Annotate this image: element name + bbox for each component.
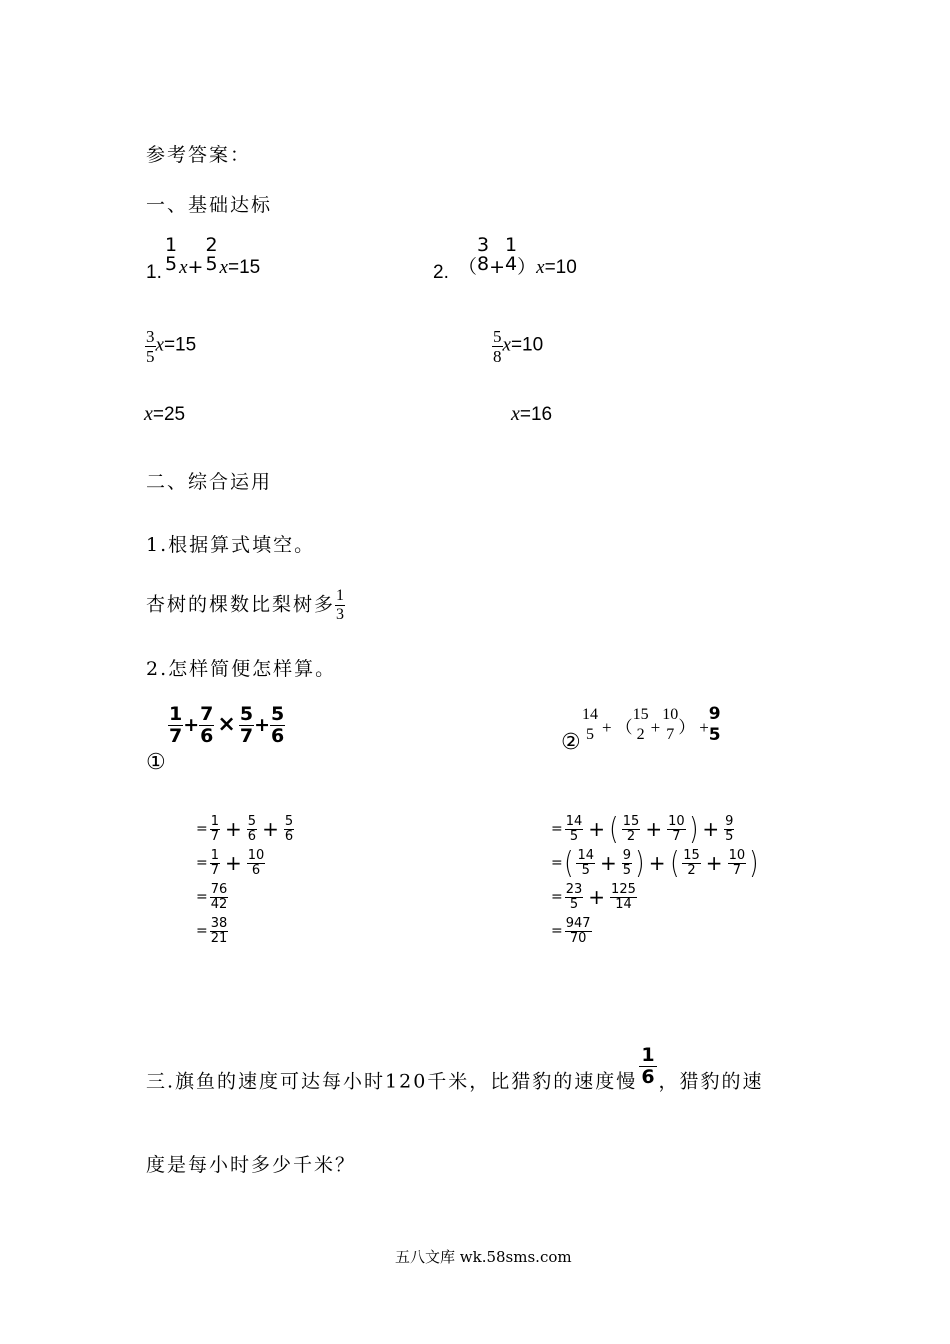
p2-equation: （ 3 8 + 1 4 ）x=10	[458, 234, 577, 278]
p1-number: 1.	[146, 262, 162, 283]
fraction: $\frac{1}{6}$	[641, 1044, 655, 1088]
p2-step2: x=16	[511, 403, 553, 425]
section1-title: 一、基础达标	[146, 194, 273, 216]
work-1	[196, 812, 296, 948]
fraction: 15 2	[632, 706, 649, 743]
question-3-line2: 度是每小时多少千米？	[146, 1154, 357, 1176]
work-line: = $\frac{1}{7}$ + $\frac{5}{6}$ + $\frac{5}{6}$	[196, 813, 294, 844]
fraction: 10 7	[662, 706, 679, 743]
work-line: = $\frac{38}{21}$	[196, 915, 228, 946]
work-2	[551, 812, 760, 948]
fraction: 1 5	[165, 234, 178, 275]
fraction: 3 8	[477, 234, 490, 275]
p1-step1: $\frac{3}{5}$ x=15	[146, 327, 197, 366]
p1-step2: x=25	[144, 403, 186, 425]
marker-2: ②	[561, 730, 581, 755]
work-line: = ( 14 5 + $\frac{9}{5}$ ) + ( 15 2 + $\frac{10}{7}$ )	[551, 845, 759, 881]
expr1: $\frac{1}{7}$ + $\frac{7}{6}$ × $\frac{5}{7}$ + $\frac{5}{6}$	[169, 703, 285, 747]
fraction: $\frac{7}{6}$	[200, 703, 214, 747]
fraction: $\frac{3}{5}$	[146, 327, 155, 366]
p2-step1: $\frac{5}{8}$ x=10	[493, 327, 544, 366]
question-1: 1.根据算式填空。	[146, 534, 316, 556]
expr2: 14 5 + （ 15 2 + 10 7 ） + 9 5	[582, 704, 721, 745]
fraction: $\frac{5}{6}$	[270, 703, 285, 747]
footer-watermark: 五八文库 wk.58sms.com	[395, 1248, 572, 1266]
fraction: $\frac{5}{8}$	[493, 327, 502, 366]
fraction: $\frac{5}{7}$	[239, 703, 254, 747]
answer-heading: 参考答案：	[146, 144, 252, 166]
work-line: = $\frac{23}{5}$ + $\frac{125}{14}$	[551, 881, 636, 912]
fraction: $\frac{1}{7}$	[169, 703, 183, 747]
p2-number: 2.	[433, 262, 449, 283]
question-3-line1: 三.旗鱼的速度可达每小时120千米，比猎豹的速度慢 $\frac{1}{6}$ ，猎豹的速	[146, 1044, 764, 1093]
fraction: 1 4	[505, 234, 518, 275]
p1-equation: 1 5 x+ 2 5 x=15	[165, 234, 261, 278]
answer-1: 杏树的棵数比梨树多 $\frac{1}{3}$	[146, 587, 345, 623]
fraction: 2 5	[205, 234, 218, 275]
work-line: = $\frac{76}{42}$	[196, 881, 228, 912]
fraction: 9 5	[708, 704, 721, 745]
section2-title: 二、综合运用	[146, 471, 273, 493]
marker-1: ①	[146, 749, 166, 774]
work-line: = $\frac{1}{7}$ + $\frac{10}{6}$	[196, 847, 265, 878]
work-line: = $\frac{14}{5}$ + ( 15 2 + $\frac{10}{7}$ ) + $\frac{9}{5}$	[551, 811, 734, 847]
fraction: 14 5	[582, 706, 598, 743]
work-line: = $\frac{947}{70}$	[551, 915, 591, 946]
fraction: $\frac{1}{3}$	[336, 587, 345, 623]
question-2: 2.怎样简便怎样算。	[146, 658, 337, 680]
